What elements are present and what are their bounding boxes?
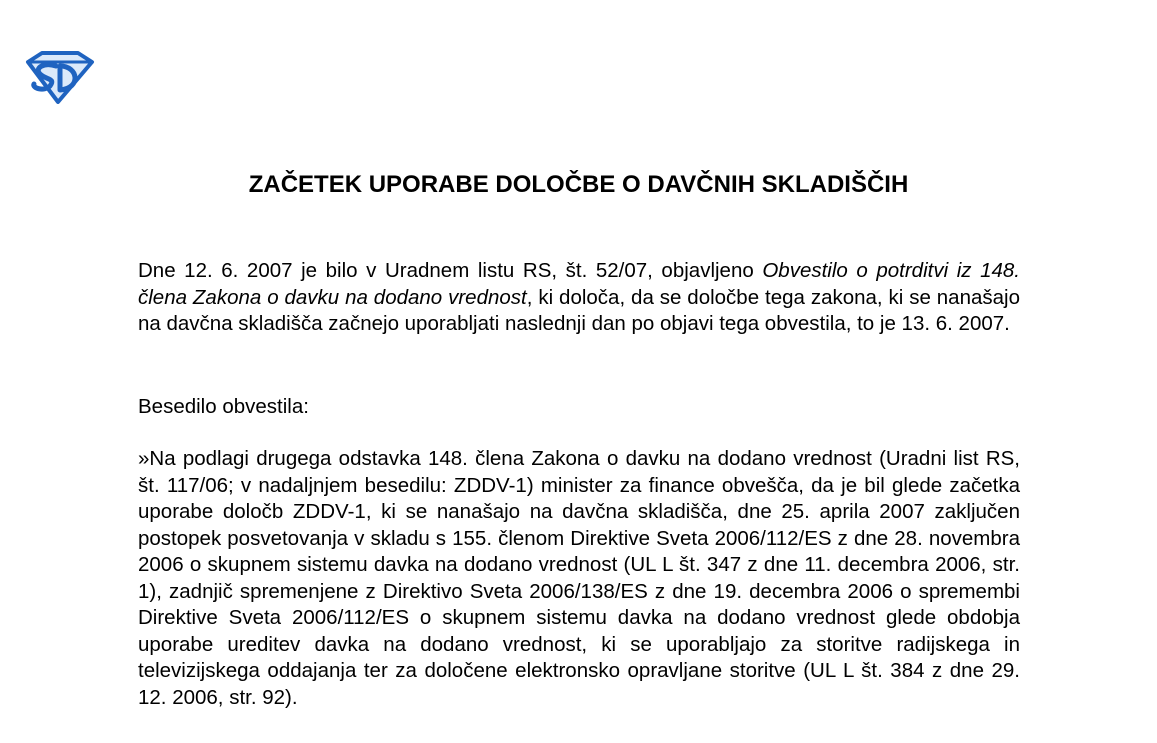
notice-paragraph: »Na podlagi drugega odstavka 148. člena Zakona o davku na dodano vrednost (Uradni list RS, št. 117/06; v nadaljnjem besedilu: ZDDV-1) minister za finance obvešča, da je bil glede začetka uporabe določb ZDDV-1, ki se nanašajo na davčna skladišča, dne 25. aprila 2007 zaključen postopek posvetovanja v skladu s 155. členom Direktive Sveta 2006/112/ES z dne 28. novembra 2006 o skupnem sistemu davka na dodano vrednost (UL L št. 347 z dne 11. decembra 2006, str. 1), zadnjič spremenjene z Direktivo Sveta 2006/138/ES z dne 19. decembra 2006 o spremembi Direktive Sveta 2006/112/ES o skupnem sistemu davka na dodano vrednost glede obdobja uporabe ureditev davka na dodano vrednost, ki se uporabljajo za storitve radijskega in televizijskega oddajanja ter za določene elektronsko opravljane storitve (UL L št. 384 z dne 29. 12. 2006, str. 92). bbox=[138, 447, 1020, 709]
notice-label: Besedilo obvestila: bbox=[138, 395, 309, 418]
intro-italic-title: Obvestilo o potrditvi iz 148. člena Zakona o davku na dodano vrednost bbox=[138, 259, 1020, 309]
intro-paragraph bbox=[138, 258, 1020, 338]
logo-shield-icon bbox=[22, 50, 96, 104]
document-title: ZAČETEK UPORABE DOLOČBE O DAVČNIH SKLADIŠČIH bbox=[248, 171, 909, 198]
logo bbox=[22, 50, 96, 104]
intro-text-start: Dne 12. 6. 2007 je bilo v Uradnem listu RS, št. 52/07, objavljeno bbox=[138, 259, 763, 282]
intro-text-end: , ki določa, da se določbe tega zakona, ki se nanašajo na davčna skladišča začnejo uporabljati naslednji dan po objavi tega obvestila, to je 13. 6. 2007. bbox=[138, 285, 1020, 335]
